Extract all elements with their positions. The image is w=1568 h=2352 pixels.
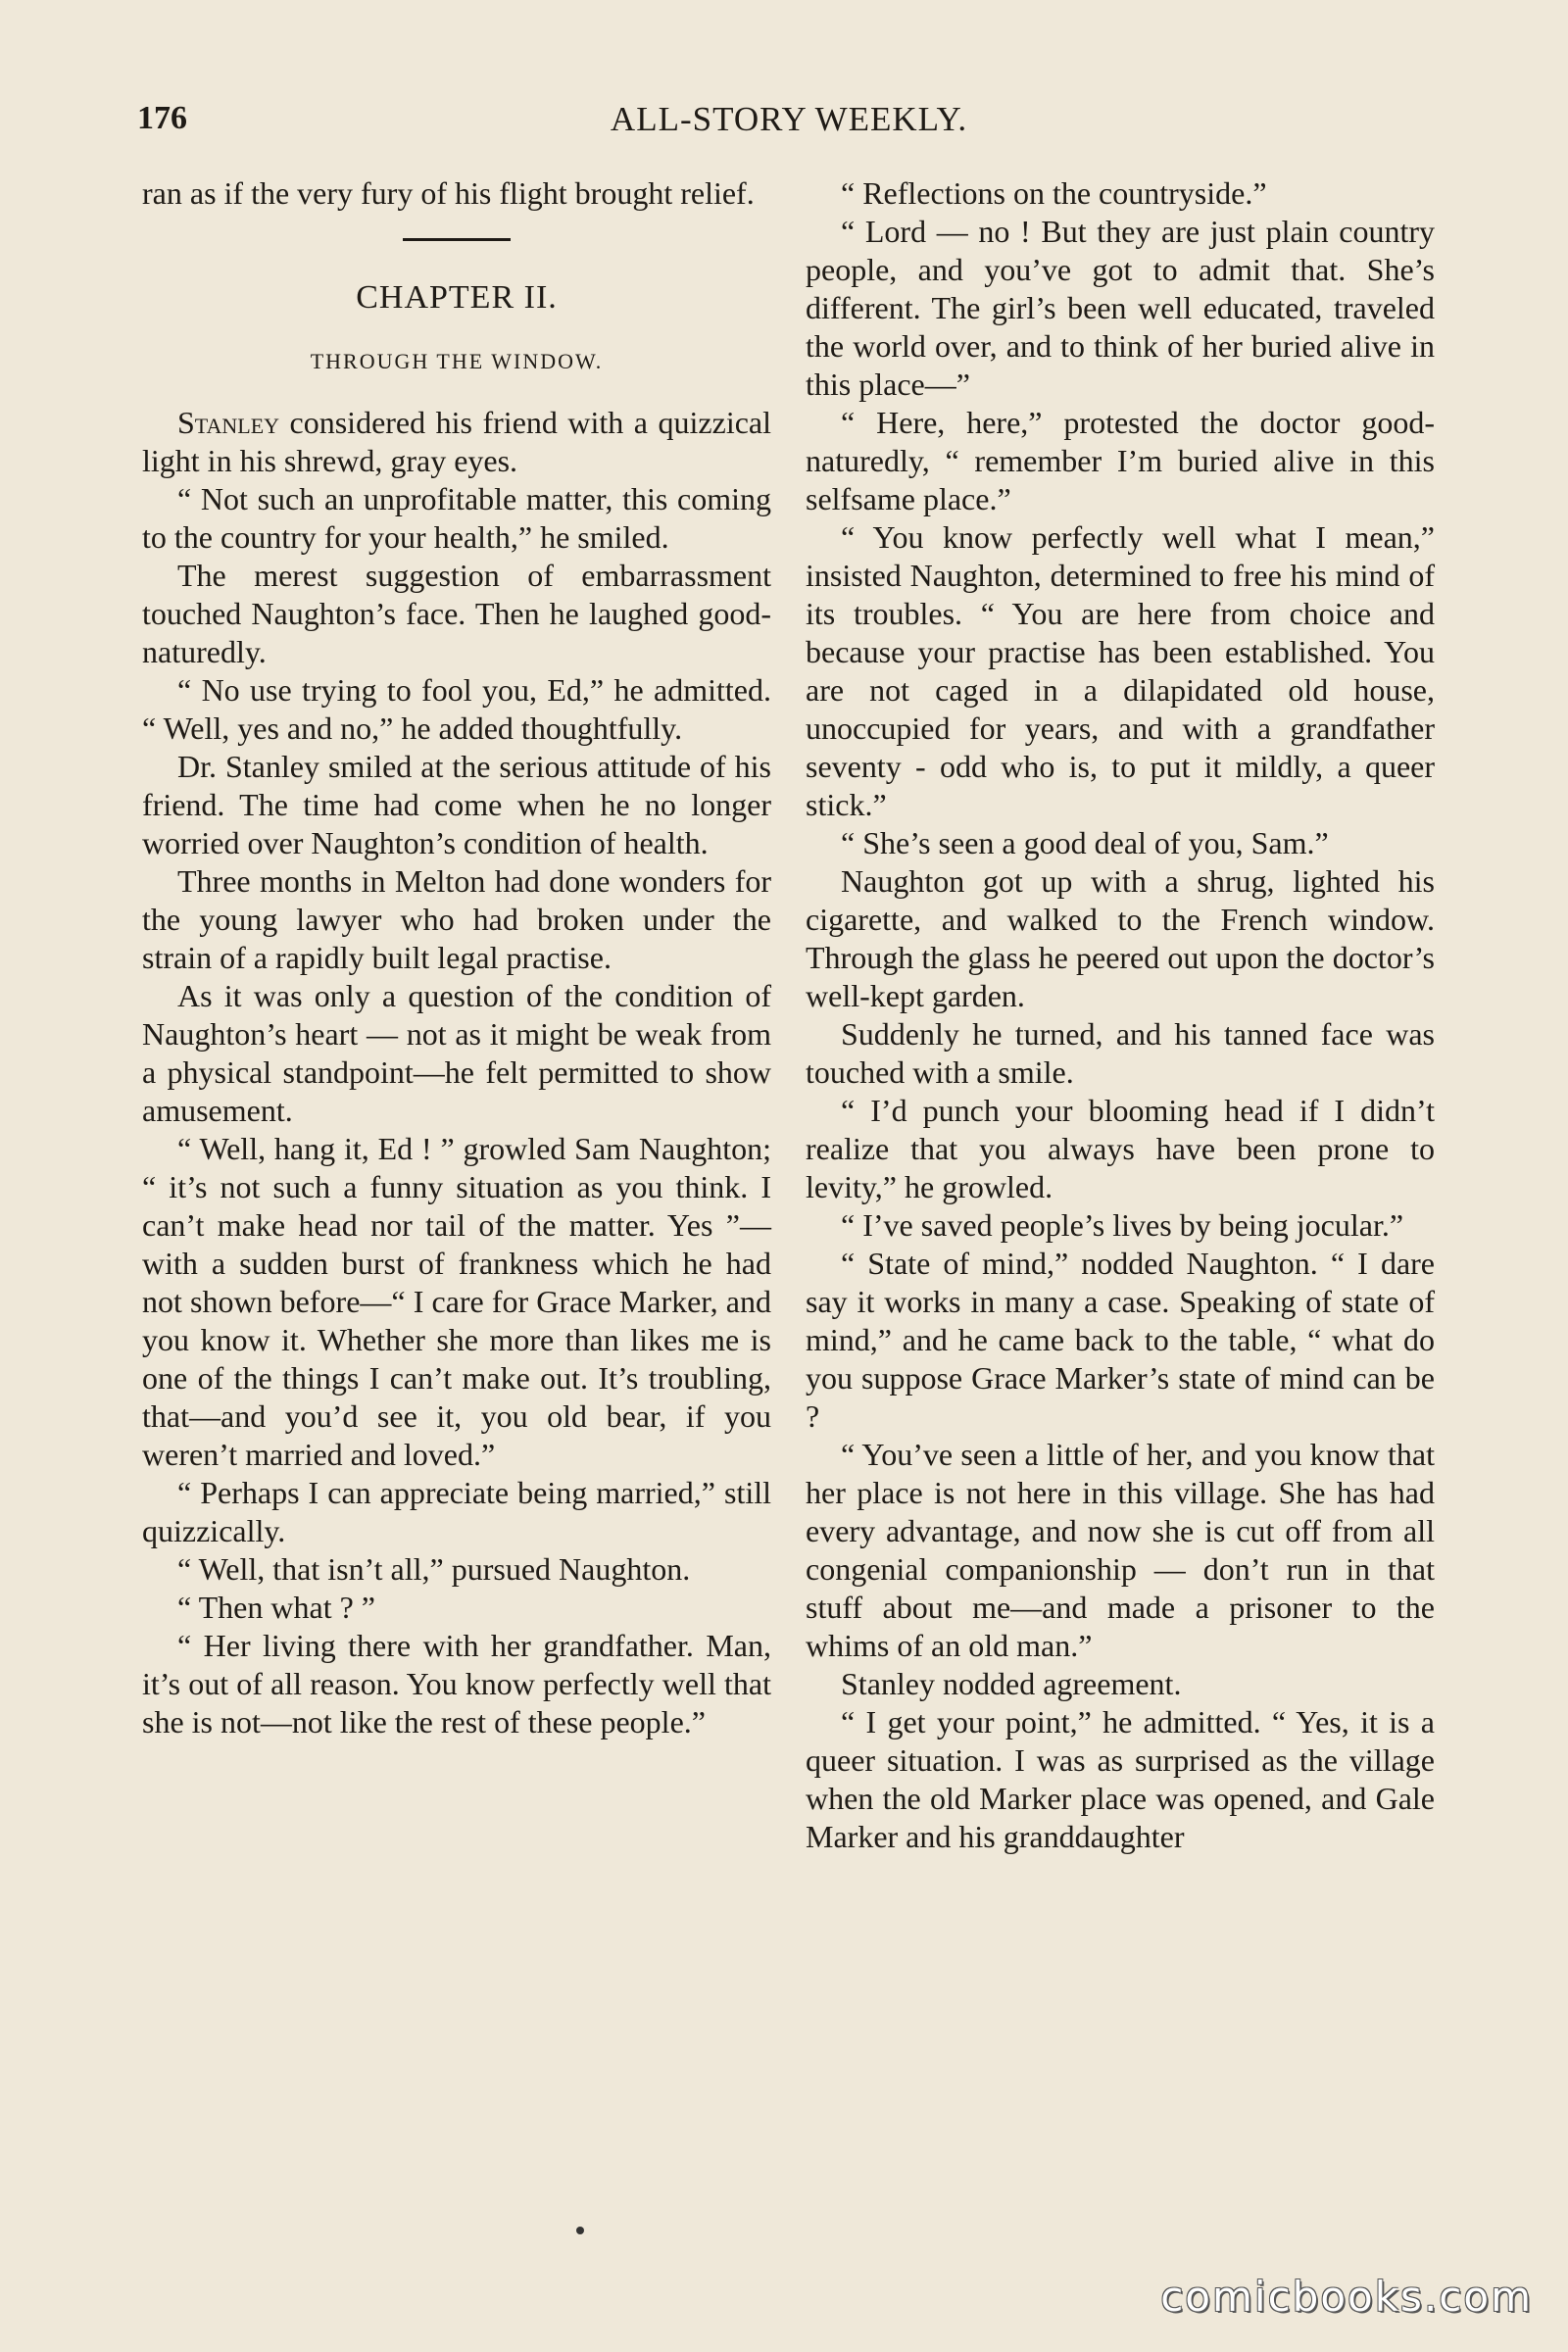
section-divider xyxy=(403,238,511,241)
chapter-subtitle: THROUGH THE WINDOW. xyxy=(310,349,604,373)
paragraph: ran as if the very fury of his flight brought relief. xyxy=(142,175,755,211)
right-column xyxy=(806,174,1435,1856)
paragraph: “ You know perfectly well what I mean,” insisted Naughton, determined to free his mind of its troubles. “ You are here from choice and because your practise has been established. You are not caged in a dilapidated old house, unoccupied for years, and with a grandfather seventy - odd who is, to put it mildly, a queer stick.” xyxy=(806,519,1435,822)
paragraph: “ State of mind,” nodded Naughton. “ I dare say it works in many a case. Speaking of state of mind,” and he came back to the table, “ what do you suppose Grace Marker’s state of mind can be ? xyxy=(806,1246,1435,1434)
paragraph: “ Well, hang it, Ed ! ” growled Sam Naughton; “ it’s not such a funny situation as you think. I can’t make head nor tail of the matter. Yes ”—with a sudden burst of frankness which he had not shown before—“ I care for Grace Marker, and you know it. Whether she more than likes me is one of the things I can’t make out. It’s troubling, that—and you’d see it, you old bear, if you weren’t married and loved.” xyxy=(142,1131,771,1472)
paragraph: “ Lord — no ! But they are just plain country people, and you’ve got to admit that. She’s different. The girl’s been well educated, traveled the world over, and to think of her buried alive in this place—” xyxy=(806,214,1435,402)
paragraph: “ I get your point,” he admitted. “ Yes, it is a queer situation. I was as surprised as the village when the old Marker place was opened, and Gale Marker and his granddaughter xyxy=(806,1704,1435,1854)
paragraph-text: considered his friend with a quizzical light in his shrewd, gray eyes. xyxy=(142,405,771,478)
paragraph: “ Her living there with her grandfather. Man, it’s out of all reason. You know perfectly well that she is not—not like the rest of these people.” xyxy=(142,1628,771,1740)
paragraph: Stanley nodded agreement. xyxy=(841,1666,1182,1701)
paragraph: “ She’s seen a good deal of you, Sam.” xyxy=(841,825,1329,860)
paragraph: “ Here, here,” protested the doctor good-naturedly, “ remember I’m buried alive in this selfsame place.” xyxy=(806,405,1435,516)
page-number: 176 xyxy=(137,100,187,136)
paragraph: Suddenly he turned, and his tanned face was touched with a smile. xyxy=(806,1016,1435,1090)
opening-word: Stanley xyxy=(177,405,280,440)
paragraph: “ I’ve saved people’s lives by being jocular.” xyxy=(841,1207,1404,1243)
paragraph xyxy=(142,404,771,480)
chapter-title: CHAPTER II. xyxy=(356,279,558,316)
magazine-title: ALL-STORY WEEKLY. xyxy=(610,100,968,138)
paragraph: The merest suggestion of embarrassment touched Naughton’s face. Then he laughed good-naturedly. xyxy=(142,558,771,669)
printer-mark xyxy=(576,2227,584,2234)
paragraph: “ You’ve seen a little of her, and you know that her place is not here in this village. She has had every advantage, and now she is cut off from all congenial companionship — don’t run in that stuff about me—and made a prisoner to the whims of an old man.” xyxy=(806,1437,1435,1663)
paragraph: Three months in Melton had done wonders for the young lawyer who had broken under the strain of a rapidly built legal practise. xyxy=(142,863,771,975)
paragraph: Dr. Stanley smiled at the serious attitude of his friend. The time had come when he no longer worried over Naughton’s condition of health. xyxy=(142,749,771,860)
paragraph: “ I’d punch your blooming head if I didn’t realize that you always have been prone to levity,” he growled. xyxy=(806,1093,1435,1204)
paragraph: “ Perhaps I can appreciate being married,” still quizzically. xyxy=(142,1475,771,1548)
paragraph: “ No use trying to fool you, Ed,” he admitted. “ Well, yes and no,” he added thoughtfully. xyxy=(142,672,771,746)
left-column xyxy=(142,174,771,1741)
paragraph: “ Not such an unprofitable matter, this coming to the country for your health,” he smiled. xyxy=(142,481,771,555)
paragraph: As it was only a question of the condition of Naughton’s heart — not as it might be weak from a physical standpoint—he felt permitted to show amusement. xyxy=(142,978,771,1128)
paragraph: “ Well, that isn’t all,” pursued Naughton. xyxy=(177,1551,691,1587)
paragraph: “ Reflections on the countryside.” xyxy=(841,175,1267,211)
paragraph: Naughton got up with a shrug, lighted his cigarette, and walked to the French window. Through the glass he peered out upon the doctor’s well-kept garden. xyxy=(806,863,1435,1013)
site-watermark: comicbooks.com xyxy=(1160,2273,1533,2321)
page-header xyxy=(137,100,1441,149)
paragraph: “ Then what ? ” xyxy=(177,1590,375,1625)
